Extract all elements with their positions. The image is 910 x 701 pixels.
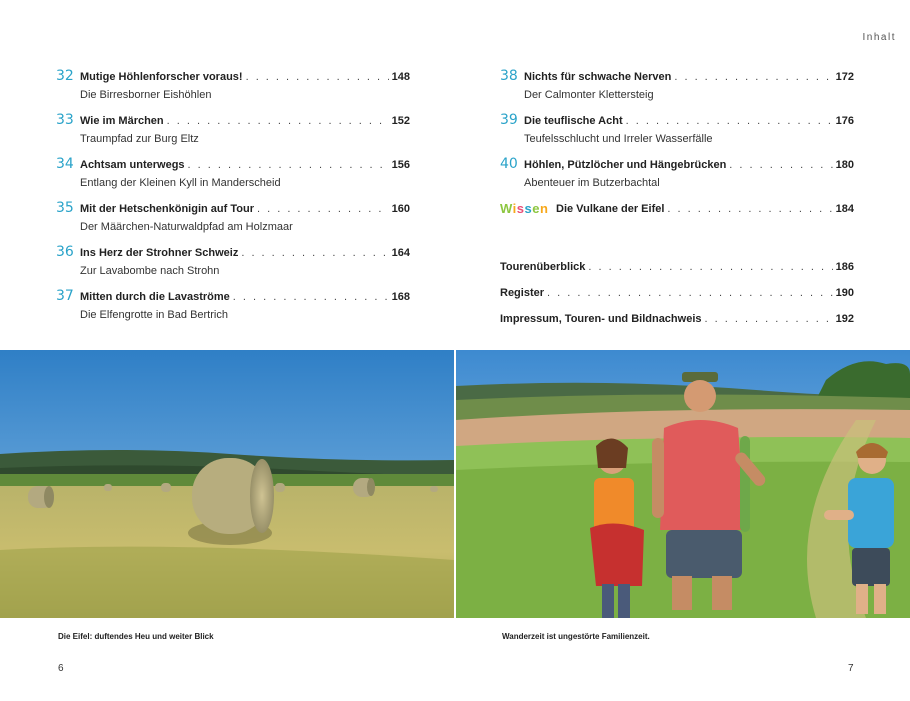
chapter-title: Höhlen, Pützlöcher und Hängebrücken — [524, 159, 727, 171]
wissen-letter: e — [532, 201, 540, 216]
page-ref: 148 — [391, 71, 410, 83]
chapter-number: 34 — [56, 156, 74, 172]
dot-leader — [257, 203, 389, 215]
wissen-letter: i — [512, 201, 517, 216]
wissen-label — [500, 201, 548, 216]
chapter-subtitle: Entlang der Kleinen Kyll in Manderscheid — [80, 177, 281, 189]
page-ref: 176 — [835, 115, 854, 127]
hay-field-photo — [0, 350, 454, 618]
wissen-letter: n — [539, 201, 549, 216]
appendix-entry[interactable] — [500, 310, 854, 336]
dot-leader — [167, 115, 389, 127]
family-hike-photo — [456, 350, 910, 618]
toc-entry[interactable] — [56, 156, 410, 200]
chapter-number: 32 — [56, 68, 74, 84]
page-ref: 186 — [835, 261, 854, 273]
appendix-list — [500, 258, 854, 336]
page-ref: 152 — [391, 115, 410, 127]
page-number-right: 7 — [848, 663, 854, 674]
dot-leader — [626, 115, 833, 127]
chapter-number: 35 — [56, 200, 74, 216]
chapter-title: Die teuflische Acht — [524, 115, 623, 127]
chapter-number: 40 — [500, 156, 518, 172]
chapter-number: 36 — [56, 244, 74, 260]
appendix-title: Impressum, Touren- und Bildnachweis — [500, 313, 702, 325]
dot-leader — [705, 313, 833, 325]
dot-leader — [667, 203, 832, 215]
chapter-subtitle: Zur Lavabombe nach Strohn — [80, 265, 220, 277]
toc-entry[interactable] — [500, 68, 854, 112]
chapter-subtitle: Abenteuer im Butzerbachtal — [524, 177, 660, 189]
dot-leader — [674, 71, 832, 83]
toc-left-column — [56, 68, 410, 332]
toc-entry[interactable] — [500, 156, 854, 200]
chapter-title: Wie im Märchen — [80, 115, 164, 127]
toc-entry[interactable] — [56, 200, 410, 244]
wissen-letter: s — [524, 201, 533, 216]
toc-entry[interactable] — [56, 68, 410, 112]
chapter-number: 39 — [500, 112, 518, 128]
chapter-subtitle: Traumpfad zur Burg Eltz — [80, 133, 199, 145]
appendix-title: Tourenüberblick — [500, 261, 586, 273]
toc-entry[interactable] — [56, 244, 410, 288]
dot-leader — [588, 261, 832, 273]
section-header: Inhalt — [862, 32, 896, 43]
wissen-letter: W — [500, 201, 513, 216]
page-ref: 164 — [391, 247, 410, 259]
dot-leader — [233, 291, 389, 303]
chapter-title: Nichts für schwache Nerven — [524, 71, 672, 83]
page-ref: 192 — [835, 313, 854, 325]
appendix-entry[interactable] — [500, 258, 854, 284]
chapter-number: 37 — [56, 288, 74, 304]
dot-leader — [241, 247, 388, 259]
page-ref: 180 — [835, 159, 854, 171]
toc-entry[interactable] — [56, 112, 410, 156]
dot-leader — [547, 287, 833, 299]
photo-caption-right: Wanderzeit ist ungestörte Familienzeit. — [502, 632, 650, 641]
chapter-subtitle: Der Määrchen-Naturwaldpfad am Holzmaar — [80, 221, 293, 233]
dot-leader — [246, 71, 389, 83]
chapter-subtitle: Teufelsschlucht und Irreler Wasserfälle — [524, 133, 713, 145]
chapter-number: 38 — [500, 68, 518, 84]
page-ref: 172 — [835, 71, 854, 83]
appendix-title: Register — [500, 287, 545, 299]
dot-leader — [188, 159, 389, 171]
toc-entry[interactable] — [56, 288, 410, 332]
toc-entry[interactable] — [500, 112, 854, 156]
appendix-entry[interactable] — [500, 284, 854, 310]
chapter-title: Ins Herz der Strohner Schweiz — [80, 247, 239, 259]
page-number-left: 6 — [58, 663, 64, 674]
chapter-title: Mutige Höhlenforscher voraus! — [80, 71, 243, 83]
chapter-subtitle: Die Birresborner Eishöhlen — [80, 89, 212, 101]
wissen-letter: s — [516, 201, 525, 216]
page-ref: 190 — [835, 287, 854, 299]
toc-right-column — [500, 68, 854, 230]
dot-leader — [729, 159, 832, 171]
photo-caption-left: Die Eifel: duftendes Heu und weiter Blick — [58, 632, 214, 641]
page-ref: 160 — [391, 203, 410, 215]
chapter-subtitle: Der Calmonter Klettersteig — [524, 89, 654, 101]
toc-entry-wissen[interactable] — [500, 200, 854, 230]
chapter-subtitle: Die Elfengrotte in Bad Bertrich — [80, 309, 228, 321]
chapter-number: 33 — [56, 112, 74, 128]
chapter-title: Mit der Hetschenkönigin auf Tour — [80, 203, 254, 215]
chapter-title: Mitten durch die Lavaströme — [80, 291, 230, 303]
page-ref: 168 — [391, 291, 410, 303]
page-ref: 156 — [391, 159, 410, 171]
chapter-title: Die Vulkane der Eifel — [556, 203, 665, 215]
chapter-title: Achtsam unterwegs — [80, 159, 185, 171]
page-ref: 184 — [835, 203, 854, 215]
